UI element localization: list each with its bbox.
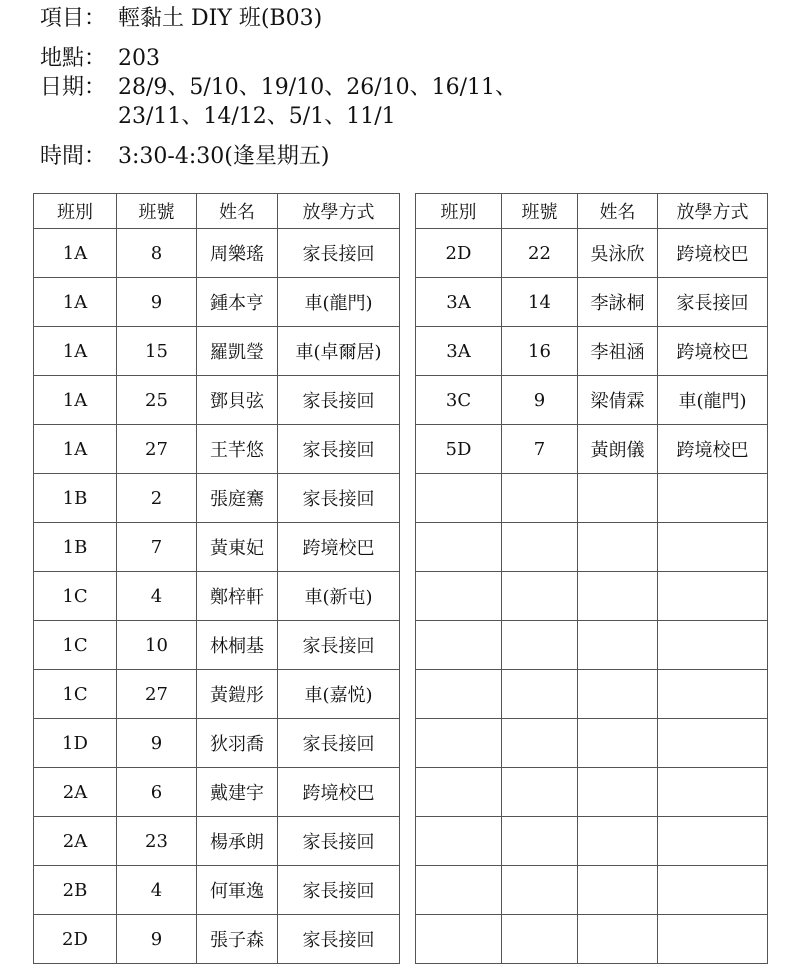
dismissal-cell: 家長接回 bbox=[278, 621, 400, 670]
dismissal-cell: 跨境校巴 bbox=[658, 327, 768, 376]
dates-value bbox=[118, 73, 517, 131]
number-cell: 4 bbox=[117, 866, 197, 915]
dismissal-cell bbox=[658, 572, 768, 621]
name-cell: 黃東妃 bbox=[197, 523, 278, 572]
name-cell bbox=[578, 719, 658, 768]
number-cell: 27 bbox=[117, 670, 197, 719]
number-cell: 6 bbox=[117, 768, 197, 817]
name-cell: 張庭騫 bbox=[197, 474, 278, 523]
number-cell: 4 bbox=[117, 572, 197, 621]
class-cell: 1A bbox=[34, 278, 117, 327]
time-row bbox=[40, 142, 517, 171]
class-cell bbox=[416, 817, 502, 866]
number-cell: 22 bbox=[502, 229, 578, 278]
location-label: 地點： bbox=[40, 46, 107, 71]
table-row bbox=[416, 425, 768, 474]
number-cell: 16 bbox=[502, 327, 578, 376]
table-row bbox=[416, 621, 768, 670]
number-cell: 23 bbox=[117, 817, 197, 866]
class-cell: 1A bbox=[34, 327, 117, 376]
dismissal-cell: 家長接回 bbox=[278, 376, 400, 425]
dismissal-cell bbox=[658, 866, 768, 915]
number-cell: 8 bbox=[117, 229, 197, 278]
table-row bbox=[34, 474, 400, 523]
dismissal-cell: 跨境校巴 bbox=[658, 229, 768, 278]
class-cell: 1A bbox=[34, 425, 117, 474]
class-cell: 2A bbox=[34, 768, 117, 817]
name-cell bbox=[578, 915, 658, 964]
dismissal-cell: 車(龍門) bbox=[658, 376, 768, 425]
name-cell: 鄧貝弦 bbox=[197, 376, 278, 425]
dismissal-cell bbox=[658, 670, 768, 719]
name-cell bbox=[578, 621, 658, 670]
table-row bbox=[416, 278, 768, 327]
name-cell bbox=[578, 523, 658, 572]
dismissal-cell bbox=[658, 621, 768, 670]
number-cell: 7 bbox=[502, 425, 578, 474]
dates-line-1: 28/9、5/10、19/10、26/10、16/11、 bbox=[118, 75, 518, 100]
number-cell: 7 bbox=[117, 523, 197, 572]
col-header-number: 班號 bbox=[117, 194, 197, 229]
class-cell bbox=[416, 915, 502, 964]
class-cell bbox=[416, 670, 502, 719]
name-cell bbox=[578, 866, 658, 915]
class-cell: 2A bbox=[34, 817, 117, 866]
number-cell: 27 bbox=[117, 425, 197, 474]
table-row bbox=[416, 376, 768, 425]
col-header-class: 班別 bbox=[416, 194, 502, 229]
number-cell bbox=[502, 474, 578, 523]
dismissal-cell: 家長接回 bbox=[278, 866, 400, 915]
number-cell bbox=[502, 866, 578, 915]
number-cell: 10 bbox=[117, 621, 197, 670]
class-cell bbox=[416, 621, 502, 670]
table-row bbox=[416, 327, 768, 376]
number-cell: 2 bbox=[117, 474, 197, 523]
number-cell: 15 bbox=[117, 327, 197, 376]
number-cell bbox=[502, 768, 578, 817]
name-cell: 羅凱瑩 bbox=[197, 327, 278, 376]
dismissal-cell: 家長接回 bbox=[278, 425, 400, 474]
class-cell: 2B bbox=[34, 866, 117, 915]
class-cell bbox=[416, 719, 502, 768]
table-row bbox=[416, 523, 768, 572]
dismissal-cell: 家長接回 bbox=[278, 229, 400, 278]
table-row bbox=[416, 572, 768, 621]
name-cell: 周樂瑤 bbox=[197, 229, 278, 278]
table-row bbox=[416, 229, 768, 278]
number-cell bbox=[502, 572, 578, 621]
class-cell: 1C bbox=[34, 621, 117, 670]
table-row bbox=[34, 915, 400, 964]
table-row bbox=[416, 866, 768, 915]
name-cell: 何軍逸 bbox=[197, 866, 278, 915]
dates-label: 日期： bbox=[40, 75, 107, 100]
table-row bbox=[34, 670, 400, 719]
dismissal-cell: 家長接回 bbox=[278, 817, 400, 866]
table-row bbox=[34, 278, 400, 327]
number-cell bbox=[502, 719, 578, 768]
number-cell: 9 bbox=[117, 915, 197, 964]
roster-table-right bbox=[415, 193, 768, 964]
dates-row bbox=[40, 73, 517, 131]
table-row bbox=[416, 817, 768, 866]
table-row bbox=[34, 229, 400, 278]
name-cell bbox=[578, 768, 658, 817]
class-cell bbox=[416, 523, 502, 572]
name-cell: 吳泳欣 bbox=[578, 229, 658, 278]
name-cell bbox=[578, 474, 658, 523]
class-cell: 2D bbox=[416, 229, 502, 278]
class-cell: 2D bbox=[34, 915, 117, 964]
table-row bbox=[34, 376, 400, 425]
dismissal-cell bbox=[658, 817, 768, 866]
header-row bbox=[34, 194, 400, 229]
class-cell: 3A bbox=[416, 278, 502, 327]
table-row bbox=[34, 621, 400, 670]
dismissal-cell: 跨境校巴 bbox=[278, 768, 400, 817]
name-cell: 楊承朗 bbox=[197, 817, 278, 866]
dismissal-cell: 車(龍門) bbox=[278, 278, 400, 327]
location-value: 203 bbox=[118, 46, 160, 71]
table-row bbox=[34, 866, 400, 915]
project-label: 項目： bbox=[40, 6, 107, 31]
col-header-number: 班號 bbox=[502, 194, 578, 229]
col-header-dismissal: 放學方式 bbox=[278, 194, 400, 229]
table-row bbox=[416, 474, 768, 523]
table-row bbox=[34, 572, 400, 621]
class-cell: 1C bbox=[34, 670, 117, 719]
number-cell: 9 bbox=[117, 719, 197, 768]
name-cell: 張子森 bbox=[197, 915, 278, 964]
number-cell: 9 bbox=[117, 278, 197, 327]
name-cell bbox=[578, 817, 658, 866]
class-cell: 1A bbox=[34, 376, 117, 425]
dismissal-cell bbox=[658, 474, 768, 523]
dismissal-cell: 車(新屯) bbox=[278, 572, 400, 621]
table-row bbox=[34, 327, 400, 376]
dismissal-cell bbox=[658, 768, 768, 817]
dates-line-2: 23/11、14/12、5/1、11/1 bbox=[118, 104, 396, 129]
table-row bbox=[34, 425, 400, 474]
col-header-name: 姓名 bbox=[197, 194, 278, 229]
number-cell bbox=[502, 817, 578, 866]
dismissal-cell: 車(卓爾居) bbox=[278, 327, 400, 376]
table-row bbox=[34, 817, 400, 866]
class-cell bbox=[416, 768, 502, 817]
time-value: 3:30-4:30(逢星期五) bbox=[118, 144, 330, 169]
class-cell: 1B bbox=[34, 523, 117, 572]
table-row bbox=[416, 768, 768, 817]
location-row bbox=[40, 44, 517, 73]
col-header-dismissal: 放學方式 bbox=[658, 194, 768, 229]
name-cell: 李詠桐 bbox=[578, 278, 658, 327]
name-cell: 狄羽喬 bbox=[197, 719, 278, 768]
name-cell: 戴建宇 bbox=[197, 768, 278, 817]
number-cell: 14 bbox=[502, 278, 578, 327]
dismissal-cell: 家長接回 bbox=[278, 719, 400, 768]
dismissal-cell bbox=[658, 915, 768, 964]
table-row bbox=[34, 523, 400, 572]
dismissal-cell: 家長接回 bbox=[278, 474, 400, 523]
number-cell bbox=[502, 915, 578, 964]
name-cell bbox=[578, 572, 658, 621]
table-row bbox=[416, 719, 768, 768]
number-cell: 25 bbox=[117, 376, 197, 425]
class-cell: 1D bbox=[34, 719, 117, 768]
number-cell bbox=[502, 670, 578, 719]
class-cell: 1A bbox=[34, 229, 117, 278]
name-cell: 林桐基 bbox=[197, 621, 278, 670]
class-cell bbox=[416, 866, 502, 915]
dismissal-cell bbox=[658, 523, 768, 572]
class-cell bbox=[416, 572, 502, 621]
table-row bbox=[34, 768, 400, 817]
name-cell: 黃朗儀 bbox=[578, 425, 658, 474]
number-cell bbox=[502, 523, 578, 572]
dismissal-cell bbox=[658, 719, 768, 768]
class-cell: 1B bbox=[34, 474, 117, 523]
roster-table-left bbox=[33, 193, 400, 964]
dismissal-cell: 家長接回 bbox=[278, 915, 400, 964]
time-label: 時間： bbox=[40, 144, 107, 169]
table-row bbox=[416, 915, 768, 964]
class-cell: 3A bbox=[416, 327, 502, 376]
number-cell bbox=[502, 621, 578, 670]
col-header-class: 班別 bbox=[34, 194, 117, 229]
name-cell: 李祖涵 bbox=[578, 327, 658, 376]
name-cell: 黃鎧彤 bbox=[197, 670, 278, 719]
project-row bbox=[40, 4, 517, 33]
name-cell: 王芊悠 bbox=[197, 425, 278, 474]
header-row bbox=[416, 194, 768, 229]
class-cell bbox=[416, 474, 502, 523]
project-value: 輕黏土 DIY 班(B03) bbox=[118, 6, 323, 31]
name-cell: 鄭梓軒 bbox=[197, 572, 278, 621]
name-cell: 鍾本亨 bbox=[197, 278, 278, 327]
dismissal-cell: 跨境校巴 bbox=[658, 425, 768, 474]
table-row bbox=[416, 670, 768, 719]
class-cell: 5D bbox=[416, 425, 502, 474]
number-cell: 9 bbox=[502, 376, 578, 425]
name-cell: 梁倩霖 bbox=[578, 376, 658, 425]
course-header bbox=[40, 4, 517, 171]
class-cell: 1C bbox=[34, 572, 117, 621]
class-cell: 3C bbox=[416, 376, 502, 425]
name-cell bbox=[578, 670, 658, 719]
table-row bbox=[34, 719, 400, 768]
dismissal-cell: 車(嘉悦) bbox=[278, 670, 400, 719]
dismissal-cell: 家長接回 bbox=[658, 278, 768, 327]
col-header-name: 姓名 bbox=[578, 194, 658, 229]
dismissal-cell: 跨境校巴 bbox=[278, 523, 400, 572]
